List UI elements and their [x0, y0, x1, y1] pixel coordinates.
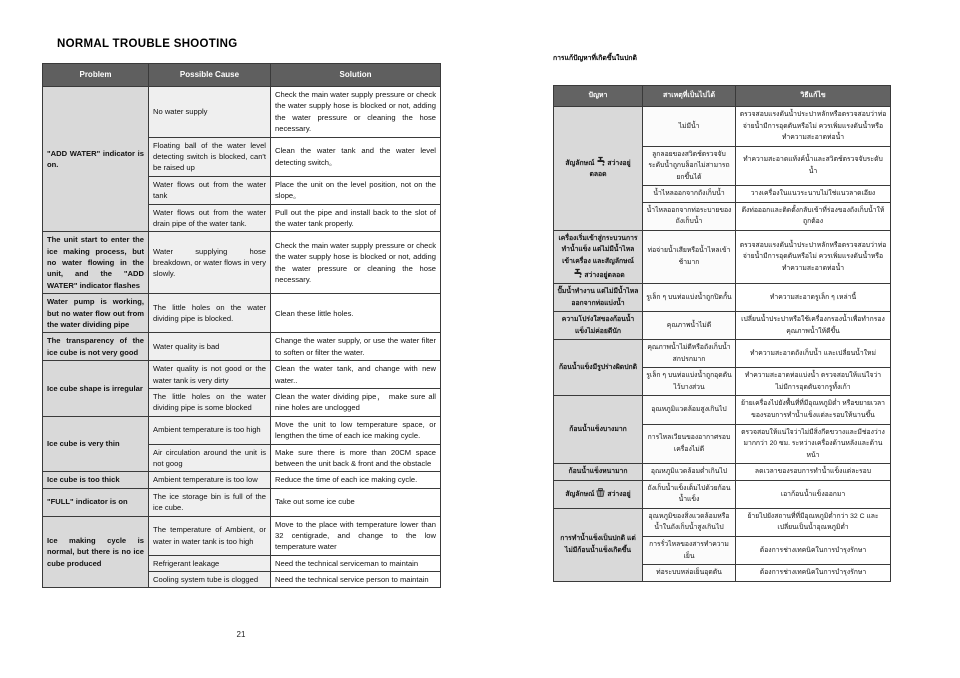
table-row [554, 230, 891, 283]
solution-cell: Take out some ice cube [271, 488, 441, 516]
cause-cell: Air circulation around the unit is not goog [149, 444, 271, 472]
table-row [554, 340, 891, 368]
solution-cell: ทำความสะอาดท่อแบ่งน้ำ ตรวจสอบให้แน่ใจว่าไม่มีการอุดตันจากรูทั้งเก้า [736, 368, 891, 396]
col-header-solution: Solution [271, 64, 441, 87]
problem-cell: ก้อนน้ำแข็งมีรูปร่างผิดปกติ [554, 340, 643, 396]
cause-cell: น้ำไหลออกจากถังเก็บน้ำ [643, 186, 736, 203]
cause-cell: Cooling system tube is clogged [149, 572, 271, 588]
cause-cell: The temperature of Ambient, or water in water tank is too high [149, 516, 271, 555]
solution-cell: Check the main water supply pressure or check the water supply hose is blocked or not, adding the water pressure or cleaning the hose necessary. [271, 87, 441, 138]
solution-cell: ย้ายไปยังสถานที่ที่มีอุณหภูมิต่ำกว่า 32 C และเปลี่ยนเป็นน้ำอุณหภูมิต่ำ [736, 508, 891, 536]
cause-cell: Floating ball of the water level detecting switch is blocked, can't be raised up [149, 137, 271, 176]
cause-cell: ท่อระบบหล่อเย็นอุดตัน [643, 565, 736, 582]
solution-cell: ต้องการช่างเทคนิคในการบำรุงรักษา [736, 536, 891, 564]
cause-cell: ถังเก็บน้ำแข็งเต็มไปด้วยก้อนน้ำแข็ง [643, 480, 736, 508]
col-header-possible-cause: Possible Cause [149, 64, 271, 87]
problem-cell: Ice cube is very thin [43, 416, 149, 472]
cause-cell: อุณหภูมิแวดล้อมสูงเกินไป [643, 396, 736, 424]
problem-cell: The transparency of the ice cube is not very good [43, 333, 149, 361]
cause-cell: The little holes on the water dividing pipe is some blocked [149, 388, 271, 416]
cause-cell: อุณหภูมิของสิ่งแวดล้อมหรือน้ำในถังเก็บน้ำสูงเกินไป [643, 508, 736, 536]
cause-cell: No water supply [149, 87, 271, 138]
table-row [43, 232, 441, 294]
solution-cell: Clean these little holes. [271, 294, 441, 333]
solution-cell: Place the unit on the level position, not on the slope。 [271, 176, 441, 204]
solution-cell: เอาก้อนน้ำแข็งออกมา [736, 480, 891, 508]
cause-cell: รูเล็ก ๆ บนท่อแบ่งน้ำถูกอุดตันไว้บางส่วน [643, 368, 736, 396]
problem-cell [554, 107, 643, 231]
problem-cell: Ice making cycle is normal, but there is no ice cube produced [43, 516, 149, 588]
table-row [554, 312, 891, 340]
col-header-problem: Problem [43, 64, 149, 87]
cause-cell: Water supplying hose breakdown, or water flows in very slowly. [149, 232, 271, 294]
cause-cell: คุณภาพน้ำไม่ดี [643, 312, 736, 340]
problem-cell: The unit start to enter the ice making process, but no water flowing in the unit, and the "ADD WATER" indicator flashes [43, 232, 149, 294]
table-row [43, 416, 441, 444]
cause-cell: การรั่วไหลของสารทำความเย็น [643, 536, 736, 564]
cause-cell: น้ำไหลออกจากท่อระบายของถังเก็บน้ำ [643, 202, 736, 230]
table-row [554, 464, 891, 481]
cause-cell: Refrigerant leakage [149, 555, 271, 571]
table-row [43, 294, 441, 333]
solution-cell: ย้ายเครื่องไปยังพื้นที่ที่มีอุณหภูมิต่ำ หรือขยายเวลาของรอบการทำน้ำแข็งแต่ละรอบให้นานขึ้น [736, 396, 891, 424]
problem-cell [554, 480, 643, 508]
solution-cell: Move to the place with temperature lower than 32 centigrade, and change to the low temperature water [271, 516, 441, 555]
col-header-solution-th: วิธีแก้ไข [736, 86, 891, 107]
solution-cell: ตรวจสอบแรงดันน้ำประปาหลักหรือตรวจสอบว่าท่อจ่ายน้ำมีการอุดตันหรือไม่ ควรเพิ่มแรงดันน้ำหรือทำความสะอาดท่อน้ำ [736, 230, 891, 283]
cause-cell: ลูกลอยของสวิตช์ตรวจจับระดับน้ำถูกบล็อกไม่สามารถยกขึ้นได้ [643, 146, 736, 186]
solution-cell: Clean the water tank, and change with new water.. [271, 361, 441, 389]
table-row [43, 472, 441, 488]
cause-cell: Water flows out from the water tank [149, 176, 271, 204]
solution-cell: ทำความสะอาดแท้งค์น้ำและสวิตช์ตรวจจับระดับน้ำ [736, 146, 891, 186]
table-header-row [554, 86, 891, 107]
solution-cell: ดึงท่อออกและติดตั้งกลับเข้าที่ร่องของถังเก็บน้ำให้ถูกต้อง [736, 202, 891, 230]
cause-cell: Water flows out from the water drain pipe of the water tank. [149, 204, 271, 232]
solution-cell: ทำความสะอาดรูเล็ก ๆ เหล่านี้ [736, 284, 891, 312]
trouble-shooting-table-th [553, 85, 891, 582]
problem-cell: "FULL" indicator is on [43, 488, 149, 516]
problem-cell: ก้อนน้ำแข็งหนามาก [554, 464, 643, 481]
table-row [554, 508, 891, 536]
solution-cell: Change the water supply, or use the water filter to soften or filter the water. [271, 333, 441, 361]
page-number: 21 [236, 630, 246, 639]
table-row [554, 480, 891, 508]
table-row [554, 396, 891, 424]
solution-cell: Pull out the pipe and install back to the slot of the water tank properly. [271, 204, 441, 232]
solution-cell: Clean the water dividing pipe， make sure all nine holes are unclogged [271, 388, 441, 416]
cause-cell: รูเล็ก ๆ บนท่อแบ่งน้ำถูกปิดกั้น [643, 284, 736, 312]
table-row [554, 107, 891, 147]
page-title: NORMAL TROUBLE SHOOTING [57, 38, 238, 50]
add-water-indicator-icon [596, 156, 605, 166]
table-row [43, 516, 441, 555]
cause-cell: อุณหภูมิแวดล้อมต่ำเกินไป [643, 464, 736, 481]
cause-cell: Water quality is not good or the water tank is very dirty [149, 361, 271, 389]
col-header-problem-th: ปัญหา [554, 86, 643, 107]
solution-cell: Need the technical serviceman to maintain [271, 555, 441, 571]
problem-cell [554, 230, 643, 283]
problem-cell: การทำน้ำแข็งเป็นปกติ แต่ไม่มีก้อนน้ำแข็งเกิดขึ้น [554, 508, 643, 581]
cause-cell: การไหลเวียนของอากาศรอบเครื่องไม่ดี [643, 424, 736, 464]
table-row [43, 333, 441, 361]
col-header-possible-cause-th: สาเหตุที่เป็นไปได้ [643, 86, 736, 107]
page-title-thai: การแก้ปัญหาที่เกิดขึ้นในปกติ [553, 55, 637, 62]
problem-cell: ก้อนน้ำแข็งบางมาก [554, 396, 643, 464]
solution-cell: Need the technical service person to maintain [271, 572, 441, 588]
add-water-indicator-icon [573, 268, 582, 278]
problem-text: สว่างอยู่ตลอด [589, 159, 631, 179]
problem-text: สว่างอยู่ [607, 491, 631, 499]
cause-cell: Ambient temperature is too low [149, 472, 271, 488]
problem-cell: ความโปร่งใสของก้อนน้ำแข็งไม่ค่อยดีนัก [554, 312, 643, 340]
solution-cell: ตรวจสอบแรงดันน้ำประปาหลักหรือตรวจสอบว่าท่อจ่ายน้ำมีการอุดตันหรือไม่ ควรเพิ่มแรงดันน้ำหรือทำความสะอาดท่อน้ำ [736, 107, 891, 147]
cause-cell: คุณภาพน้ำไม่ดีหรือถังเก็บน้ำสกปรกมาก [643, 340, 736, 368]
solution-cell: Reduce the time of each ice making cycle. [271, 472, 441, 488]
table-header-row [43, 64, 441, 87]
solution-cell: Make sure there is more than 20CM space between the unit back & front and the obstacle [271, 444, 441, 472]
ice-full-indicator-icon [596, 488, 605, 497]
cause-cell: The ice storage bin is full of the ice cube. [149, 488, 271, 516]
problem-cell: ปั๊มน้ำทำงาน แต่ไม่มีน้ำไหลออกจากท่อแบ่งน้ำ [554, 284, 643, 312]
solution-cell: เปลี่ยนน้ำประปาหรือใช้เครื่องกรองน้ำเพื่อทำกรองคุณภาพน้ำให้ดีขึ้น [736, 312, 891, 340]
table-row [554, 284, 891, 312]
solution-cell: วางเครื่องในแนวระนาบไม่ใช่แนวลาดเอียง [736, 186, 891, 203]
problem-text: เครื่องเริ่มเข้าสู่กระบวนการทำน้ำแข็ง แต่ไม่มีน้ำไหลเข้าเครื่อง และสัญลักษณ์ [558, 234, 638, 266]
solution-cell: ตรวจสอบให้แน่ใจว่าไม่มีสิ่งกีดขวางและมีช่องว่างมากกว่า 20 ซม. ระหว่างเครื่องด้านหลังและด้านหน้า [736, 424, 891, 464]
solution-cell: ลดเวลาของรอบการทำน้ำแข็งแต่ละรอบ [736, 464, 891, 481]
problem-text: สัญลักษณ์ [565, 491, 595, 499]
cause-cell: Water quality is bad [149, 333, 271, 361]
cause-cell: ไม่มีน้ำ [643, 107, 736, 147]
problem-cell: Ice cube is too thick [43, 472, 149, 488]
solution-cell: ทำความสะอาดถังเก็บน้ำ และเปลี่ยนน้ำใหม่ [736, 340, 891, 368]
trouble-shooting-table-en [42, 63, 441, 588]
cause-cell: The little holes on the water dividing pipe is blocked. [149, 294, 271, 333]
solution-cell: Clean the water tank and the water level detecting switch。 [271, 137, 441, 176]
problem-cell: Water pump is working, but no water flow out from the water dividing pipe [43, 294, 149, 333]
solution-cell: ต้องการช่างเทคนิคในการบำรุงรักษา [736, 565, 891, 582]
cause-cell: Ambient temperature is too high [149, 416, 271, 444]
table-row [43, 361, 441, 389]
cause-cell: ท่อจ่ายน้ำเสียหรือน้ำไหลเข้าช้ามาก [643, 230, 736, 283]
problem-cell: Ice cube shape is irregular [43, 361, 149, 417]
table-row [43, 488, 441, 516]
solution-cell: Check the main water supply pressure or check the water supply hose is blocked or not, adding the water pressure or cleaning the hose necessary. [271, 232, 441, 294]
solution-cell: Move the unit to low temperature space, or lengthen the time of each ice making cycle. [271, 416, 441, 444]
problem-text: สว่างอยู่ตลอด [584, 271, 625, 279]
problem-cell: "ADD WATER" indicator is on. [43, 87, 149, 232]
table-row [43, 87, 441, 138]
problem-text: สัญลักษณ์ [565, 159, 595, 167]
